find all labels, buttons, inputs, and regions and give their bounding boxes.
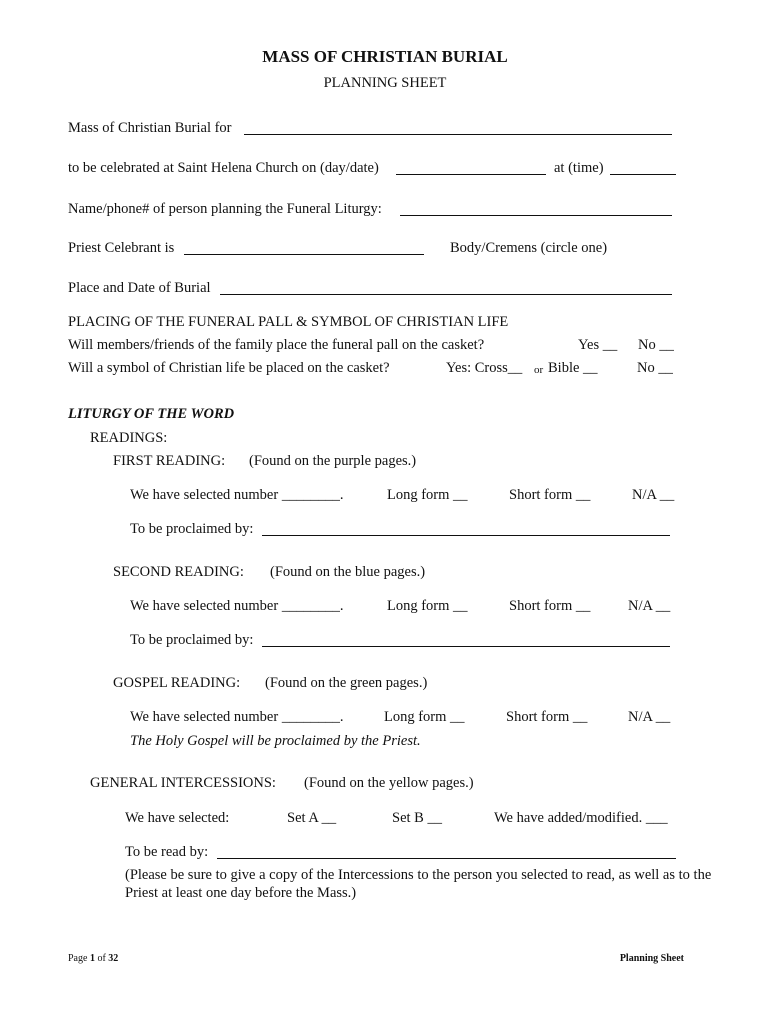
- intercessions-added-modified[interactable]: We have added/modified. ___: [494, 810, 668, 826]
- page-prefix: Page: [68, 953, 88, 964]
- page-number: [68, 950, 118, 968]
- intercessions-set-a[interactable]: Set A __: [287, 810, 337, 826]
- first-reading-label: FIRST READING:: [113, 453, 226, 469]
- symbol-no-option[interactable]: No __: [637, 360, 673, 376]
- first-reading-na[interactable]: N/A __: [632, 487, 675, 503]
- intercessions-set-b[interactable]: Set B __: [392, 810, 442, 826]
- gospel-reading-number[interactable]: We have selected number ________.: [130, 709, 344, 725]
- second-reading-number[interactable]: We have selected number ________.: [130, 598, 344, 614]
- intercessions-label: GENERAL INTERCESSIONS:: [90, 775, 276, 791]
- first-reading-short-form[interactable]: Short form __: [509, 487, 591, 503]
- burial-for-line[interactable]: [244, 134, 672, 135]
- intercessions-read-by-label: To be read by:: [125, 844, 209, 860]
- gospel-reading-na[interactable]: N/A __: [628, 709, 671, 725]
- first-reading-note: (Found on the purple pages.): [249, 453, 417, 469]
- symbol-cross-option[interactable]: Yes: Cross__: [446, 360, 523, 376]
- gospel-reading-short-form[interactable]: Short form __: [506, 709, 588, 725]
- second-reading-proclaimed-label: To be proclaimed by:: [130, 632, 254, 648]
- celebration-time-line[interactable]: [610, 174, 676, 175]
- planner-line[interactable]: [400, 215, 672, 216]
- gospel-reading-note: (Found on the green pages.): [265, 675, 428, 691]
- burial-place-label: Place and Date of Burial: [68, 280, 211, 296]
- second-reading-proclaimed-line[interactable]: [262, 646, 670, 647]
- first-reading-long-form[interactable]: Long form __: [387, 487, 468, 503]
- readings-label: READINGS:: [90, 430, 168, 446]
- intercessions-selected-label: We have selected:: [125, 810, 230, 826]
- page-current: 1: [89, 953, 95, 964]
- planner-label: Name/phone# of person planning the Funeral Liturgy:: [68, 201, 382, 217]
- gospel-reading-long-form[interactable]: Long form __: [384, 709, 465, 725]
- celebration-time-label: at (time): [554, 160, 604, 176]
- second-reading-label: SECOND READING:: [113, 564, 244, 580]
- page-total: 32: [108, 953, 119, 964]
- celebration-date-line[interactable]: [396, 174, 546, 175]
- symbol-question: Will a symbol of Christian life be placed on the casket?: [68, 360, 390, 376]
- gospel-priest-note: The Holy Gospel will be proclaimed by the Priest.: [130, 733, 421, 749]
- second-reading-na[interactable]: N/A __: [628, 598, 671, 614]
- second-reading-note: (Found on the blue pages.): [270, 564, 426, 580]
- gospel-reading-label: GOSPEL READING:: [113, 675, 241, 691]
- second-reading-long-form[interactable]: Long form __: [387, 598, 468, 614]
- intercessions-note: (Found on the yellow pages.): [304, 775, 474, 791]
- pall-no-option[interactable]: No __: [638, 337, 674, 353]
- pall-question: Will members/friends of the family place the funeral pall on the casket?: [68, 337, 485, 353]
- page-of: of: [97, 953, 106, 964]
- footer-title: Planning Sheet: [619, 953, 684, 964]
- burial-place-line[interactable]: [220, 294, 672, 295]
- celebration-date-label: to be celebrated at Saint Helena Church on (day/date): [68, 160, 379, 176]
- document-title: MASS OF CHRISTIAN BURIAL: [262, 47, 508, 66]
- document-subtitle: PLANNING SHEET: [323, 75, 447, 91]
- symbol-or-text: or: [534, 364, 544, 376]
- intercessions-read-by-line[interactable]: [217, 858, 676, 859]
- pall-heading: PLACING OF THE FUNERAL PALL & SYMBOL OF CHRISTIAN LIFE: [68, 314, 509, 330]
- liturgy-heading: LITURGY OF THE WORD: [68, 406, 235, 422]
- second-reading-short-form[interactable]: Short form __: [509, 598, 591, 614]
- priest-label: Priest Celebrant is: [68, 240, 175, 256]
- burial-for-label: Mass of Christian Burial for: [68, 120, 232, 136]
- first-reading-proclaimed-label: To be proclaimed by:: [130, 521, 254, 537]
- pall-yes-option[interactable]: Yes __: [578, 337, 618, 353]
- intercessions-instruction: (Please be sure to give a copy of the Intercessions to the person you selected to read, as well as to the Priest at least one day before the Mass.): [125, 867, 712, 901]
- first-reading-proclaimed-line[interactable]: [262, 535, 670, 536]
- body-cremens-label: Body/Cremens (circle one): [450, 240, 608, 256]
- symbol-bible-option[interactable]: Bible __: [548, 360, 598, 376]
- priest-line[interactable]: [184, 254, 424, 255]
- first-reading-number[interactable]: We have selected number ________.: [130, 487, 344, 503]
